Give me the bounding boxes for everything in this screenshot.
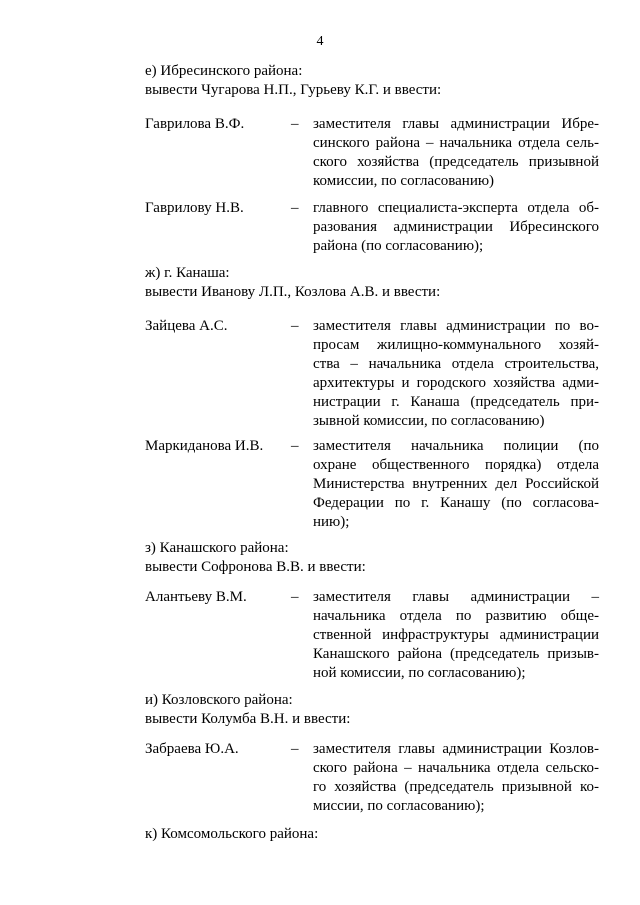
member-name: Гаврилова В.Ф. bbox=[145, 116, 245, 132]
description-line: синского района – начальника отдела сель- bbox=[313, 135, 599, 151]
section-action: вывести Колумба В.Н. и ввести: bbox=[145, 711, 351, 727]
description-line: Канашского района (председатель призыв- bbox=[313, 646, 599, 662]
member-description bbox=[313, 317, 599, 431]
description-line: заместителя главы администрации Ибре- bbox=[313, 116, 599, 132]
description-line: ства – начальника отдела строительства, bbox=[313, 356, 599, 372]
member-description bbox=[313, 115, 599, 191]
description-line: района (по согласованию); bbox=[313, 238, 484, 254]
description-line: заместителя главы администрации по во- bbox=[313, 318, 599, 334]
section-action: вывести Иванову Л.П., Козлова А.В. и ввести: bbox=[145, 284, 441, 300]
section-heading: и) Козловского района: bbox=[145, 692, 293, 708]
member-name: Алантьеву В.М. bbox=[145, 589, 247, 605]
description-line: разования администрации Ибресинского bbox=[313, 219, 599, 235]
dash: – bbox=[291, 589, 299, 605]
dash: – bbox=[291, 438, 299, 454]
description-line: просам жилищно-коммунального хозяй- bbox=[313, 337, 599, 353]
description-line: заместителя главы администрации – bbox=[313, 589, 599, 605]
description-line: миссии, по согласованию); bbox=[313, 798, 485, 814]
section-action: вывести Чугарова Н.П., Гурьеву К.Г. и ввести: bbox=[145, 82, 442, 98]
description-line: главного специалиста-эксперта отдела об- bbox=[313, 200, 599, 216]
description-line: зывной комиссии, по согласованию) bbox=[313, 413, 545, 429]
description-line: архитектуры и городского хозяйства адми- bbox=[313, 375, 599, 391]
member-name: Забраева Ю.А. bbox=[145, 741, 239, 757]
section-heading: е) Ибресинского района: bbox=[145, 63, 303, 79]
description-line: го хозяйства (председатель призывной ко- bbox=[313, 779, 599, 795]
dash: – bbox=[291, 200, 299, 216]
section-heading: к) Комсомольского района: bbox=[145, 826, 319, 842]
page-number: 4 bbox=[316, 34, 324, 49]
member-description bbox=[313, 199, 599, 256]
section-heading: з) Канашского района: bbox=[145, 540, 289, 556]
description-line: ского хозяйства (председатель призывной bbox=[313, 154, 599, 170]
description-line: заместителя начальника полиции (по bbox=[313, 438, 599, 454]
description-line: комиссии, по согласованию) bbox=[313, 173, 495, 189]
description-line: нистрации г. Канаша (председатель при- bbox=[313, 394, 599, 410]
dash: – bbox=[291, 741, 299, 757]
dash: – bbox=[291, 116, 299, 132]
section-heading: ж) г. Канаша: bbox=[145, 265, 230, 281]
description-line: начальника отдела по развитию обще- bbox=[313, 608, 599, 624]
member-name: Маркиданова И.В. bbox=[145, 438, 264, 454]
member-description bbox=[313, 588, 599, 683]
member-description bbox=[313, 437, 599, 532]
description-line: ского района – начальника отдела сельско- bbox=[313, 760, 599, 776]
member-name: Гаврилову Н.В. bbox=[145, 200, 244, 216]
member-description bbox=[313, 740, 599, 816]
description-line: ственной инфраструктуры администрации bbox=[313, 627, 599, 643]
description-line: заместителя главы администрации Козлов- bbox=[313, 741, 599, 757]
description-line: ной комиссии, по согласованию); bbox=[313, 665, 526, 681]
description-line: охране общественного порядка) отдела bbox=[313, 457, 599, 473]
description-line: Министерства внутренних дел Российской bbox=[313, 476, 599, 492]
description-line: Федерации по г. Канашу (по согласова- bbox=[313, 495, 599, 511]
dash: – bbox=[291, 318, 299, 334]
section-action: вывести Софронова В.В. и ввести: bbox=[145, 559, 366, 575]
member-name: Зайцева А.С. bbox=[145, 318, 228, 334]
description-line: нию); bbox=[313, 514, 350, 530]
